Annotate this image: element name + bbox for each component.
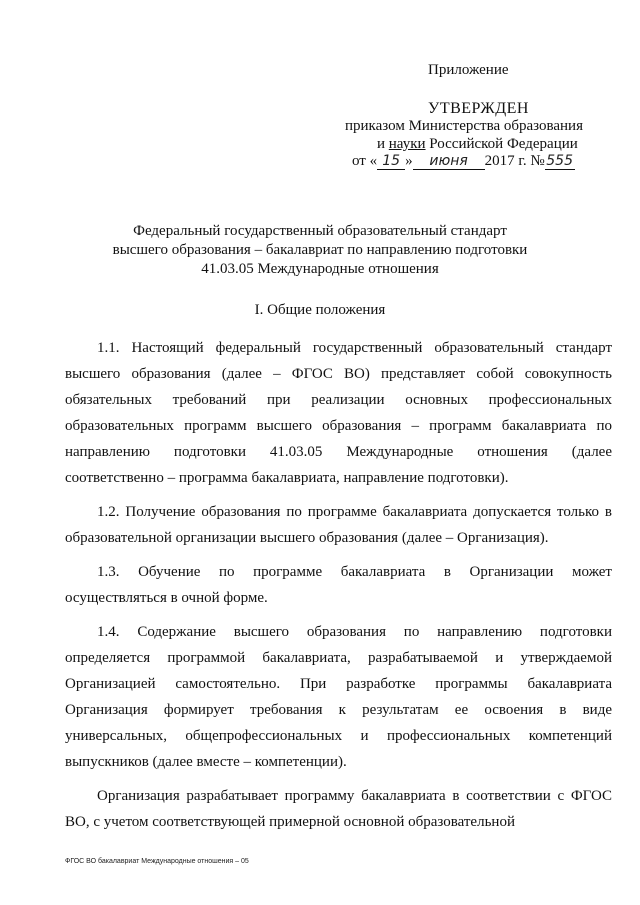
order-line2-post: Российской Федерации — [425, 136, 578, 152]
order-date-line — [352, 153, 575, 170]
page-footer: ФГОС ВО бакалавриат Международные отношения – 05 — [65, 858, 249, 865]
title-line-1: Федеральный государственный образовательный стандарт — [133, 223, 507, 239]
order-line2-pre: и — [377, 136, 389, 152]
paragraph-1-3: 1.3. Обучение по программе бакалавриата в Организации может осуществляться в очной форме. — [65, 564, 612, 606]
paragraph-1-4: 1.4. Содержание высшего образования по направлению подготовки определяется программой бакалавриата, разрабатываемой и утверждаемой Организацией самостоятельно. При разработке программы бакалавриата Организация формирует требования к результатам ее освоения в виде универсальных, общепрофессиональных и профессиональных компетенций выпускников (далее вместе – компетенции). — [65, 624, 612, 770]
date-mid: » — [405, 153, 413, 169]
appendix-label: Приложение — [428, 62, 509, 78]
approved-label: УТВЕРЖДЕН — [428, 100, 529, 117]
paragraph-1-1: 1.1. Настоящий федеральный государственный образовательный стандарт высшего образования (далее – ФГОС ВО) представляет собой совокупность обязательных требований при реализации основных профессиональных образовательных программ высшего образования – программ бакалавриата по направлению подготовки 41.03.05 Международные отношения (далее соответственно – программа бакалавриата, направление подготовки). — [65, 340, 612, 486]
body-text — [65, 335, 612, 843]
date-day: 15 — [377, 153, 405, 170]
date-prefix: от « — [352, 153, 378, 169]
order-number: 555 — [546, 153, 573, 169]
date-month: июня — [413, 153, 485, 170]
title-line-3: 41.03.05 Международные отношения — [201, 261, 439, 277]
paragraph-1-2: 1.2. Получение образования по программе бакалавриата допускается только в образовательной организации высшего образования (далее – Организация). — [65, 504, 612, 546]
title-line-2: высшего образования – бакалавриат по направлению подготовки — [112, 242, 528, 258]
order-line-ministry: приказом Министерства образования — [345, 118, 583, 134]
section-heading: I. Общие положения — [254, 302, 386, 318]
date-year: 2017 г. № — [484, 153, 545, 169]
order-line-science — [377, 136, 578, 153]
order-line2-underlined: науки — [388, 136, 426, 152]
standard-title — [100, 222, 540, 279]
paragraph-organization: Организация разрабатывает программу бакалавриата в соответствии с ФГОС ВО, с учетом соответствующей примерной основной образовательной — [65, 788, 612, 830]
